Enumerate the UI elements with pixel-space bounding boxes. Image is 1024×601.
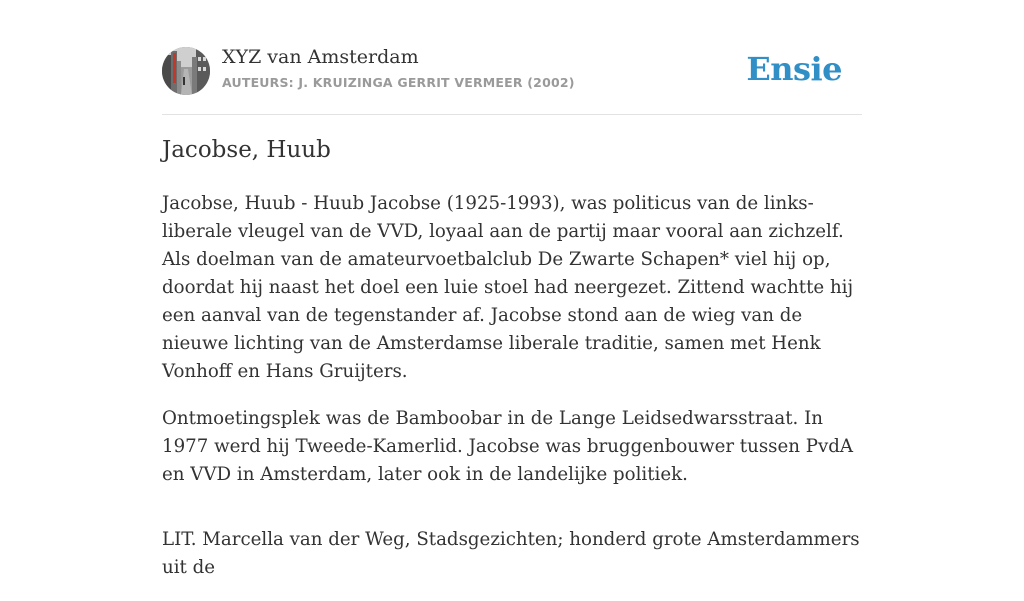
entry-body: [162, 190, 862, 601]
ensie-logo[interactable]: Ensie: [746, 50, 842, 88]
entry-paragraph: Ontmoetingsplek was de Bamboobar in de Lange Leidsedwarsstraat. In 1977 werd hij Tweede-Kamerlid. Jacobse was bruggenbouwer tussen PvdA en VVD in Amsterdam, later ook in de landelijke politiek.: [162, 408, 854, 485]
book-authors: AUTEURS: J. KRUIZINGA GERRIT VERMEER (2002): [222, 75, 575, 90]
entry-title: Jacobse, Huub: [162, 137, 331, 163]
book-cover-avatar[interactable]: [162, 47, 210, 95]
book-header: [162, 46, 862, 115]
literature-reference: LIT. Marcella van der Weg, Stadsgezichten; honderd grote Amsterdammers uit de: [162, 529, 860, 578]
entry-paragraph: Jacobse, Huub - Huub Jacobse (1925-1993), was politicus van de links-liberale vleugel van de VVD, loyaal aan de partij maar vooral aan zichzelf. Als doelman van de amateurvoetbalclub De Zwarte Schapen* viel hij op, doordat hij naast het doel een luie stoel had neergezet. Zittend wachtte hij een aanval van de tegenstander af. Jacobse stond aan de wieg van de nieuwe lichting van de Amsterdamse liberale traditie, samen met Henk Vonhoff en Hans Gruijters.: [162, 193, 854, 382]
book-title[interactable]: XYZ van Amsterdam: [222, 46, 419, 68]
street-photo-icon: [162, 47, 210, 95]
